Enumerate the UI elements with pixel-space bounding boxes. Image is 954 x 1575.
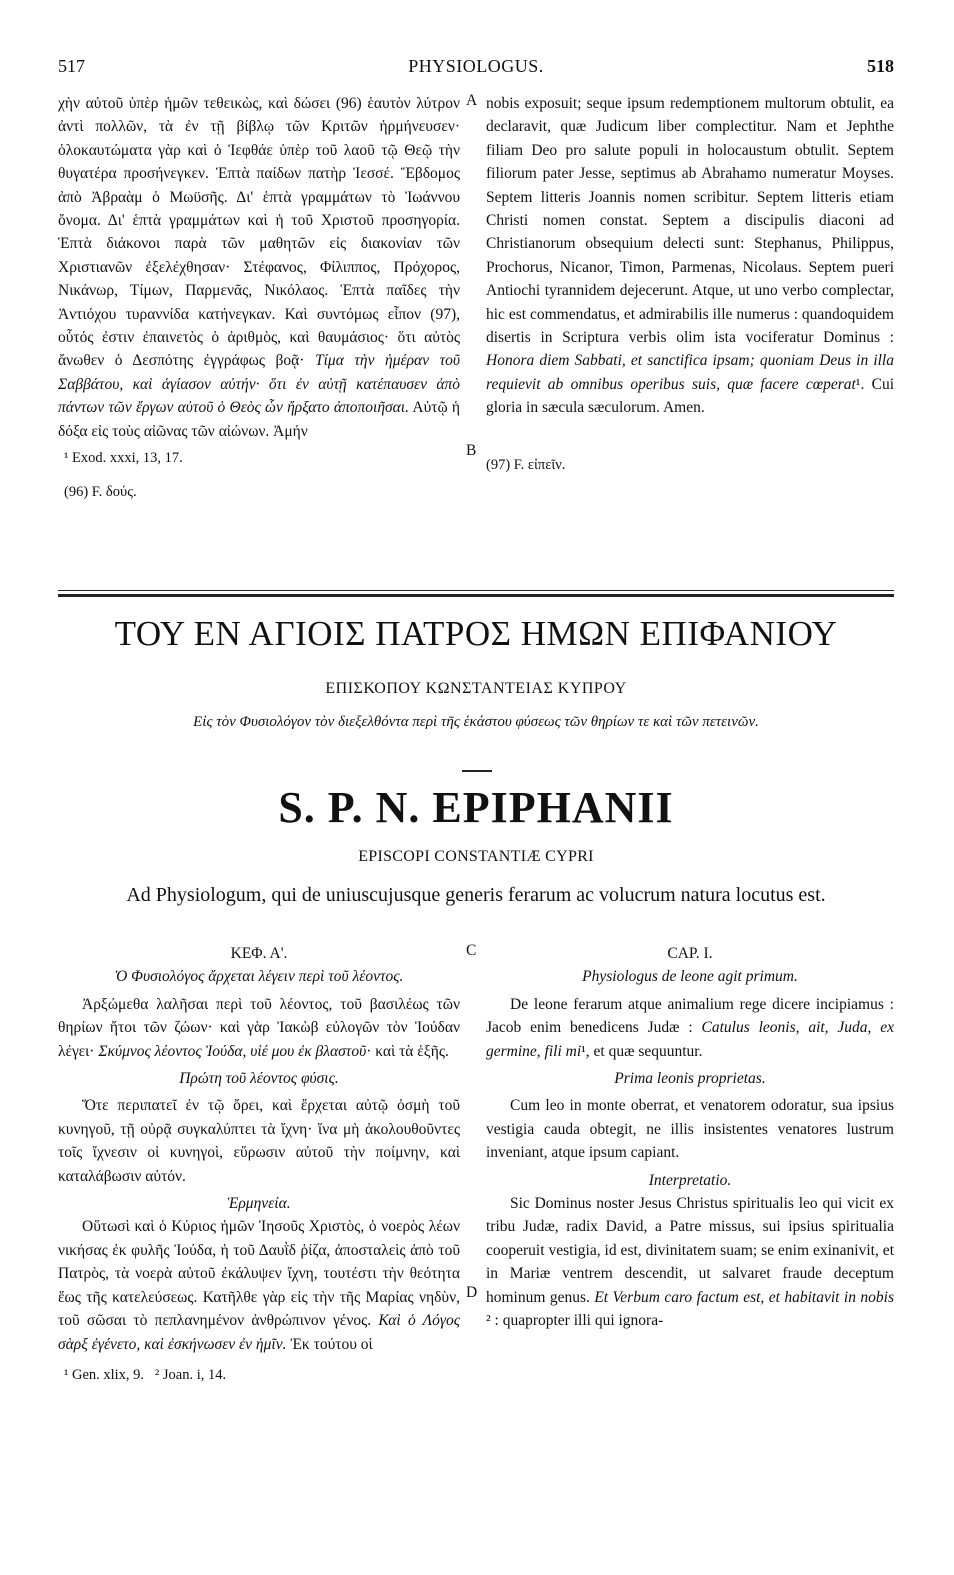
greek-quote-genesis: Σκύμνος λέοντος Ἰούδα, υἱέ μου ἐκ βλαστοῦ [98,1042,367,1060]
latin-continuation-paragraph: nobis exposuit; seque ipsum redemptionem multorum obtulit, ea declaravit, quæ Judicum liber complectitur. Nam et Jephthe filiam Deo pro salute populi in holocaustum obtulit. Septem filiorum pater Jesse, septimus ab Abrahamo numeratur Moyses. Septem litteris Joannis nomen scribitur. Septem litteris etiam Christi nomen constat. Septem a discipulis diaconi ad Christianorum obsequium delecti sunt: Stephanus, Philippus, Prochorus, Nicanor, Timon, Parmenas, Nicolaus. Septem pueri Antiochi tyrannidem dejecerunt. Atque, ut uno verbo complectar, hic est commendatus, et admirabilis ille numerus : quandoquidem disertis in Scriptura verbis olim ista vociferatur Dominus : Honora diem Sabbati, et sanctifica ipsam; quoniam Deus in illa requievit ab omnibus operibus suis, quæ facere cœperat¹. Cui gloria in sæcula sæculorum. Amen. [486,95,895,417]
variant-note-97: (97) F. εἰπεῖν. [486,456,566,473]
running-title: PHYSIOLOGUS. [408,56,544,76]
latin-quote-john: Et Verbum caro factum est, et habitavit in nobis [594,1288,894,1306]
title-divider [462,770,492,772]
margin-letter-d: D [466,1284,478,1301]
greek-quote-john: Καὶ ὁ Λόγος σὰρξ ἐγένετο, καὶ ἐσκήνωσεν ἐν ἡμῖν. [58,1312,460,1353]
separator-rule-thin [58,590,894,591]
top-greek-column [58,92,460,504]
greek-paragraph-2: Ὅτε περιπατεῖ ἐν τῷ ὄρει, καὶ ἔρχεται αὐτῷ ὀσμὴ τοῦ κυνηγοῦ, τῇ οὐρᾷ συγκαλύπτει τὰ ἴχνη· ἵνα μὴ ἀκολουθοῦντες τοῖς ἴχνεσιν οἱ κυνηγοὶ, εὕρωσιν αὐτοῦ τὴν ποίμνην, καὶ καταλάβωσιν αὐτόν. [58,1097,460,1185]
greek-continuation-paragraph: χὴν αὐτοῦ ὑπὲρ ἡμῶν τεθεικὼς, καὶ δώσει (96) ἑαυτὸν λύτρον ἀντὶ πολλῶν, τὰ ἐν τῇ βίβλῳ τῶν Κριτῶν ἡρμήνευσεν· ὁλοκαυτώματα γὰρ καὶ ὁ Ἰεφθάε ὑπὲρ τοῦ λαοῦ τῷ Θεῷ τὴν θυγατέρα προσήνεγκεν. Ἑπτὰ παίδων πατὴρ Ἰεσσέ. Ἕβδομος ἀπὸ Ἀβραὰμ ὁ Μωϋσῆς. Δι' ἑπτὰ γραμμάτων τὸ Ἰωάννου ὄνομα. Δι' ἑπτὰ γραμμάτων καὶ ἡ τοῦ Χριστοῦ προσηγορία. Ἑπτὰ διάκονοι παρὰ τῶν μαθητῶν εἰς διακονίαν τῶν Χριστιανῶν ἐξελέχθησαν· Στέφανος, Φίλιππος, Πρόχορος, Νικάνωρ, Τίμων, Παρμενᾶς, Νικόλαος. Ἑπτὰ παῖδες τὴν Ἀντιόχου τυραννίδα κατήνεγκαν. Καὶ συντόμως εἶπον (97), οὗτός ἐστιν ἐπαινετὸς ὁ ἀριθμὸς, καὶ θαυμάσιος· ὅτι αὐτὸς ἄνωθεν ὁ Δεσπότης ἐγγράφως βοᾷ· Τίμα τὴν ἡμέραν τοῦ Σαββάτου, καὶ ἁγίασον αὐτήν· ὅτι ἐν αὐτῇ κατέπαυσεν ἀπὸ πάντων τῶν ἔργων αὐτοῦ ὁ Θεὸς ὧν ἤρξατο ἀποποιῆσαι. Αὐτῷ ἡ δόξα εἰς τοὺς αἰῶνας τῶν αἰώνων. Ἀμήν [58,95,461,440]
greek-subheading-2: Ἑρμηνεία. [227,1195,291,1213]
latin-quote-genesis: Catulus leonis, ait, Juda, ex germine, fili mi [486,1019,894,1060]
page-number-right: 518 [867,56,894,76]
variant-note-96: (96) F. δούς. [64,483,137,500]
separator-rule-thick [58,594,894,597]
greek-subtitle: ΕΠΙΣΚΟΠΟΥ ΚΩΝΣΤΑΝΤΕΙΑΣ ΚΥΠΡΟΥ [325,680,627,697]
greek-quote-exodus: Τίμα τὴν ἡμέραν τοῦ Σαββάτου, καὶ ἁγίασον αὐτήν· ὅτι ἐν αὐτῇ κατέπαυσεν ἀπὸ πάντων τῶν ἔργων αὐτοῦ ὁ Θεὸς ὧν ἤρξατο ἀποποιῆσαι. [58,352,461,417]
latin-paragraph-2: Cum leo in monte oberrat, et venatorem odoratur, sua ipsius vestigia cauda obtegit, ne illis insistentes venatores lustrum inveniant, atque ipsum capiant. [486,1097,894,1162]
latin-paragraph-1: De leone ferarum atque animalium rege dicere incipiamus : Jacob enim benedicens Judæ : Catulus leonis, ait, Juda, ex germine, fili mi¹, et quæ sequuntur. [486,995,894,1060]
greek-chapter-heading: ΚΕΦ. Α'. [230,945,288,962]
latin-subheading-1: Prima leonis proprietas. [614,1070,766,1088]
footnotes-chapter: ¹ Gen. xlix, 9. ² Joan. i, 14. [64,1366,227,1383]
top-latin-column [486,92,894,477]
latin-subtitle: EPISCOPI CONSTANTIÆ CYPRI [358,848,594,865]
latin-chapter-title: Physiologus de leone agit primum. [582,968,798,986]
greek-description: Εἰς τὸν Φυσιολόγον τὸν διεξελθόντα περὶ τῆς ἑκάστου φύσεως τῶν θηρίων τε καὶ τῶν πετεινῶν. [193,714,759,730]
greek-subheading-1: Πρώτη τοῦ λέοντος φύσις. [179,1070,339,1088]
greek-paragraph-1: Ἀρξώμεθα λαλῆσαι περὶ τοῦ λέοντος, τοῦ βασιλέως τῶν θηρίων ἤτοι τῶν ζώων· καὶ γὰρ Ἰακὼβ εὐλογῶν τὸν Ἰούδαν λέγει· Σκύμνος λέοντος Ἰούδα, υἱέ μου ἐκ βλαστοῦ· καὶ τὰ ἑξῆς. [58,995,460,1060]
greek-paragraph-3: Οὕτωσὶ καὶ ὁ Κύριος ἡμῶν Ἰησοῦς Χριστὸς, ὁ νοερὸς λέων νικήσας ἐκ φυλῆς Ἰούδα, ἡ τοῦ Δαυῒδ ῥίζα, ἀποσταλεὶς ἀπὸ τοῦ Πατρὸς, τὰ νοερὰ αὐτοῦ ἐκάλυψεν ἴχνη, τουτέστι τὴν θεότητα ἕως τῆς κατελεύσεως. Κατῆλθε γὰρ εἰς τὴν τῆς Μαρίας νηδὺν, τοῦ σῶσαι τὸ πεπλανημένον ἀνθρώπινον γένος. Καὶ ὁ Λόγος σὰρξ ἐγένετο, καὶ ἐσκήνωσεν ἐν ἡμῖν. Ἐκ τούτου οἱ [58,1218,460,1353]
greek-title: ΤΟΥ ΕΝ ΑΓΙΟΙΣ ΠΑΤΡΟΣ ΗΜΩΝ ΕΠΙΦΑΝΙΟΥ [114,614,838,653]
latin-quote-exodus: Honora diem Sabbati, et sanctifica ipsam; quoniam Deus in illa requievit ab omnibus operibus suis, quæ facere cœperat [486,352,894,393]
latin-paragraph-3: Sic Dominus noster Jesus Christus spiritualis leo qui vicit ex tribu Judæ, radix David, a Patre missus, sui ipsius spiritualia cooperuit vestigia, id est, divinitatem suam; se enim exinanivit, et in Mariæ ventrem descendit, ut salvaret fraude deceptum hominum genus. Et Verbum caro factum est, et habitavit in nobis ² : quapropter illi qui ignora- [486,1195,894,1330]
page-number-left: 517 [58,56,85,76]
chapter-latin-column [486,942,894,1333]
latin-description: Ad Physiologum, qui de uniuscujusque generis ferarum ac volucrum natura locutus est. [126,884,826,906]
page-header [58,56,894,84]
margin-letter-b: B [466,442,477,459]
footnote-exodus: ¹ Exod. xxxi, 13, 17. [64,450,183,467]
latin-title: S. P. N. EPIPHANII [278,783,674,832]
greek-chapter-title: Ὁ Φυσιολόγος ἄρχεται λέγειν περὶ τοῦ λέοντος. [114,968,404,986]
margin-letter-c: C [466,942,477,959]
latin-subheading-2: Interpretatio. [648,1171,732,1189]
latin-chapter-heading: CAP. I. [667,945,713,962]
margin-letter-a: A [466,92,478,109]
chapter-greek-column [58,942,460,1387]
